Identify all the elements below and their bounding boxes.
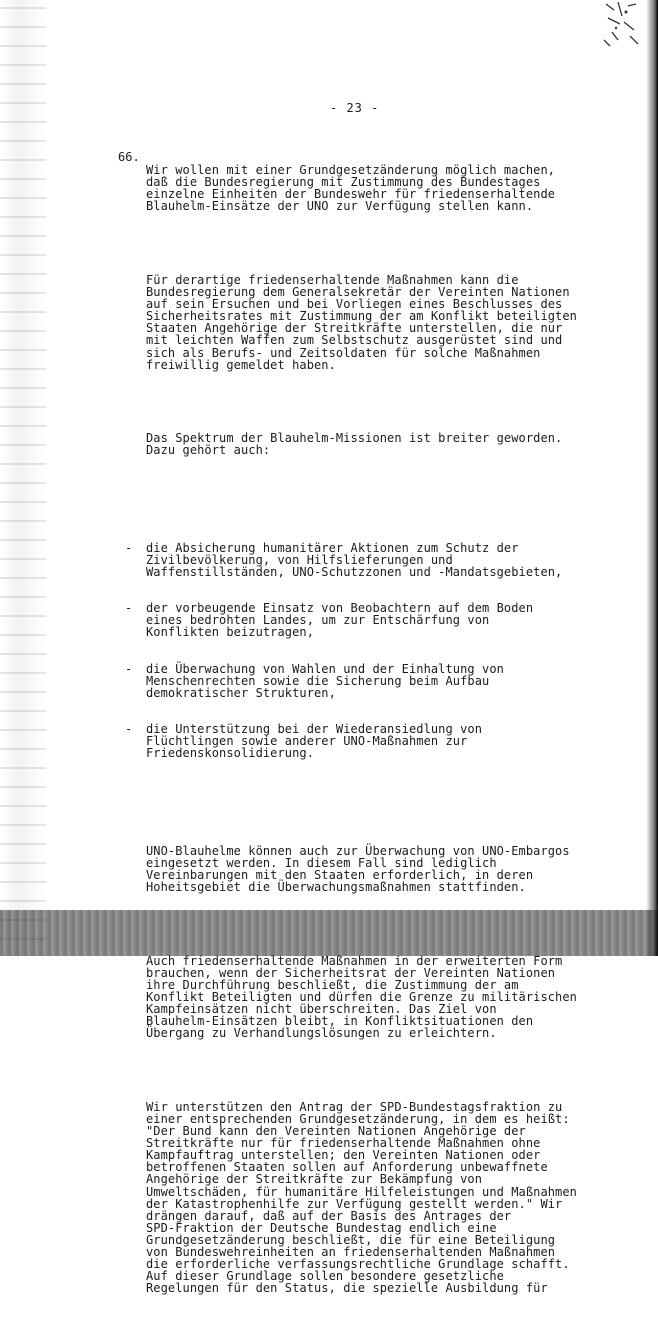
paragraph-2: Für derartige friedenserhaltende Maßnahmen kann die Bundesregierung dem Generalsekretär der Vereinten Nationen auf sein Ersuchen und bei Vorliegen eines Beschlusses des Sicherheitsrates mit Zustimmung der am Konflikt beteiligten Staaten Angehörige der Streitkräfte unterstellen, die nur mit leichten Waffen zum Selbstschutz ausgerüstet sind und sich als Berufs- und Zeitsoldaten für solche Maßnahmen freiwillig gemeldet haben.	[146, 272, 577, 372]
list-item: - der vorbeugende Einsatz von Beobachtern auf dem Boden eines bedrohten Landes, um zur Entschärfung von Konflikten beizutragen,	[125, 601, 534, 640]
page-number: - 23 -	[330, 101, 380, 115]
paragraph-3: Das Spektrum der Blauhelm-Missionen ist breiter geworden. Dazu gehört auch:	[146, 431, 563, 458]
bullet-dash: -	[125, 722, 133, 737]
mission-list	[125, 518, 577, 784]
scan-corner-marks	[600, 0, 644, 48]
bullet-dash: -	[125, 601, 133, 616]
list-item: - die Absicherung humanitärer Aktionen zum Schutz der Zivilbevölkerung, von Hilfslieferungen und Waffenstillständen, UNO-Schutzzonen und -Mandatsgebieten,	[125, 540, 563, 579]
paragraph-4: UNO-Blauhelme können auch zur Überwachung von UNO-Embargos eingesetzt werden. In diesem Fall sind lediglich Vereinbarungen mit den Staaten erforderlich, in deren Hoheitsgebiet die Überwachungsmaßnahmen stattfinden.	[146, 844, 570, 895]
list-item: - die Überwachung von Wahlen und der Einhaltung von Menschenrechten sowie die Sicherung beim Aufbau demokratischer Strukturen,	[125, 661, 504, 700]
list-item: - die Unterstützung bei der Wiederansiedlung von Flüchtlingen sowie anderer UNO-Maßnahmen zur Friedenskonsolidierung.	[125, 722, 483, 761]
paragraph-number: 66.	[118, 150, 140, 164]
bullet-dash: -	[125, 661, 133, 676]
paragraph-5: Auch friedenserhaltende Maßnahmen in der erweiterten Form brauchen, wenn der Sicherheitsrat der Vereinten Nationen ihre Durchführung beschließt, die Zustimmung der am Konflikt Beteiligten und dürfen die Grenze zu militärischen Kampfeinsätzen nicht überschreiten. Das Ziel von Blauhelm-Einsätzen bleibt, in Konfliktsituationen den Übergang zu Verhandlungslösungen zu erleichtern.	[146, 953, 577, 1041]
paragraph-1: Wir wollen mit einer Grundgesetzänderung möglich machen, daß die Bundesregierung mit Zustimmung des Bundestages einzelne Einheiten der Bundeswehr für friedenserhaltende Blauhelm-Einsätze der UNO zur Verfügung stellen kann.	[146, 163, 556, 214]
scan-edge-left	[0, 0, 46, 956]
bullet-dash: -	[125, 540, 133, 555]
scan-edge-right	[646, 0, 658, 956]
paragraph-6: Wir unterstützen den Antrag der SPD-Bundestagsfraktion zu einer entsprechenden Grundgesetzänderung, in dem es heißt: "Der Bund kann den Vereinten Nationen Angehörige der Streitkräfte nur für friedenserhaltende Maßnahmen ohne Kampfauftrag unterstellen; den Vereinten Nationen oder betroffenen Staaten sollen auf Anforderung unbewaffnete Angehörige der Streitkräfte zur Bekämpfung von Umweltschäden, für humanitäre Hilfeleistungen und Maßnahmen der Katastrophenhilfe zur Verfügung gestellt werden." Wir drängen darauf, daß auf der Basis des Antrages der SPD-Fraktion der Deutsche Bundestag endlich eine Grundgesetzänderung beschließt, die für eine Beteiligung von Bundeswehreinheiten an friedenserhaltenden Maßnahmen die erforderliche verfassungsrechtliche Grundlage schafft. Auf dieser Grundlage sollen besondere gesetzliche Regelungen für den Status, die spezielle Ausbildung für	[146, 1099, 577, 1296]
